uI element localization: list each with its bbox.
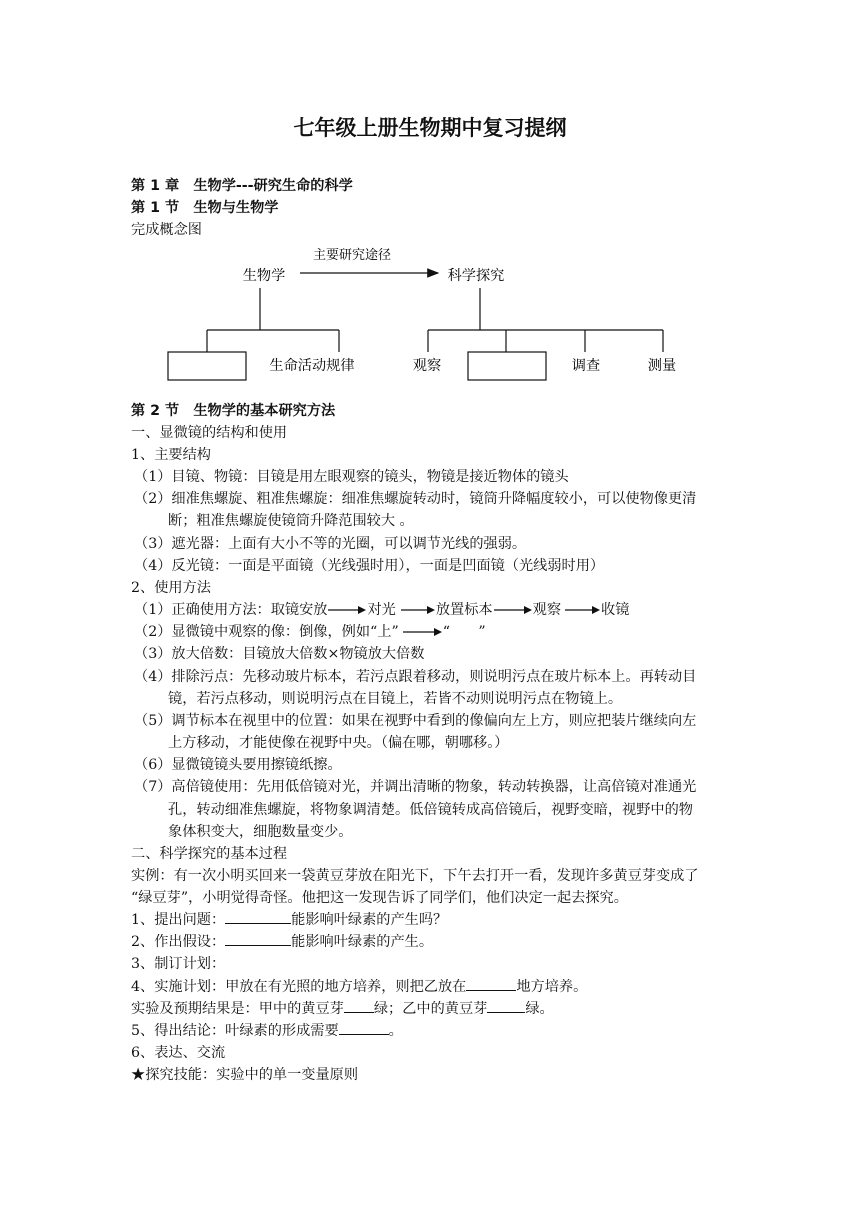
list-item: 断；粗准焦螺旋使镜筒升降范围较大 。 xyxy=(168,513,414,529)
arrow-icon xyxy=(396,605,436,615)
sub-heading-usage: 2、使用方法 xyxy=(131,580,211,596)
step-text: 。 xyxy=(388,1023,403,1039)
target-node: 科学探究 xyxy=(447,268,505,284)
arrow-label: 主要研究途径 xyxy=(312,248,392,263)
step-label: 2、作出假设： xyxy=(131,934,226,950)
example-text: 实例：有一次小明买回来一袋黄豆芽放在阳光下，下午去打开一看，发现许多黄豆芽变成了 xyxy=(131,868,699,884)
step-result xyxy=(131,998,554,1020)
arrow-icon xyxy=(327,605,367,615)
right-tree xyxy=(413,288,676,380)
image-example-line xyxy=(134,621,486,643)
blank-line xyxy=(487,998,525,1013)
usage-step: 观察 xyxy=(532,602,562,618)
step-text: 绿。 xyxy=(525,1001,554,1017)
step-implement xyxy=(131,976,587,998)
list-item: （2）细准焦螺旋、粗准焦螺旋：细准焦螺旋转动时，镜筒升降幅度较小，可以使物像更清 xyxy=(134,491,697,507)
left-child-label: 生命活动规律 xyxy=(269,358,355,374)
usage-prefix: （1）正确使用方法：取镜安放 xyxy=(134,602,328,618)
step-label: 4、实施计划：甲放在有光照的地方培养，则把乙放在 xyxy=(131,979,467,995)
list-item: 上方移动，才能使像在视野中央。（偏在哪，朝哪移。） xyxy=(168,735,509,751)
blank-line xyxy=(225,909,291,924)
step-communicate: 6、表达、交流 xyxy=(131,1045,226,1061)
concept-map-intro: 完成概念图 xyxy=(131,222,202,238)
list-item: （3）放大倍数：目镜放大倍数×物镜放大倍数 xyxy=(134,646,425,662)
right-child-observe: 观察 xyxy=(412,358,442,374)
concept-map xyxy=(0,0,860,400)
step-text: 实验及预期结果是：甲中的黄豆芽 xyxy=(131,1001,344,1017)
step-text: 绿；乙中的黄豆芽 xyxy=(373,1001,488,1017)
list-item: （4）反光镜：一面是平面镜（光线强时用），一面是凹面镜（光线弱时用） xyxy=(134,558,605,574)
section-heading-2: 第 2 节 生物学的基本研究方法 xyxy=(131,403,336,419)
skill-note: ★探究技能：实验中的单一变量原则 xyxy=(131,1067,359,1083)
step-text: 地方培养。 xyxy=(516,979,588,995)
right-child-survey: 调查 xyxy=(571,358,601,374)
arrow-icon xyxy=(399,627,443,637)
image-prefix: （2）显微镜中观察的像：倒像，例如“上” xyxy=(134,624,399,640)
step-plan: 3、制订计划： xyxy=(131,956,226,972)
usage-step: 收镜 xyxy=(601,602,630,618)
list-item: 孔，转动细准焦螺旋，将物象调清楚。低倍镜转成高倍镜后，视野变暗，视野中的物 xyxy=(168,802,693,818)
right-child-measure: 测量 xyxy=(647,358,677,374)
list-item: （7）高倍镜使用：先用低倍镜对光，并调出清晰的物象，转动转换器，让高倍镜对准通光 xyxy=(134,779,697,795)
section-heading: 第 1 节 生物与生物学 xyxy=(131,200,279,216)
step-conclusion xyxy=(131,1020,403,1042)
step-label: 5、得出结论：叶绿素的形成需要 xyxy=(131,1023,339,1039)
left-tree xyxy=(168,288,355,380)
arrow-icon xyxy=(561,605,601,615)
step-text: 能影响叶绿素的产生。 xyxy=(291,934,434,950)
usage-steps-line xyxy=(134,599,629,621)
usage-step: 放置标本 xyxy=(435,602,493,618)
root-node: 生物学 xyxy=(242,268,286,284)
part-heading-2: 二、科学探究的基本过程 xyxy=(131,846,288,862)
blank-box-left xyxy=(168,352,246,380)
sub-heading-structure: 1、主要结构 xyxy=(131,447,211,463)
step-text: 能影响叶绿素的产生吗？ xyxy=(291,912,448,928)
list-item: 象体积变大，细胞数量变少。 xyxy=(168,824,353,840)
page-title: 七年级上册生物期中复习提纲 xyxy=(293,116,567,140)
blank-line xyxy=(466,976,516,991)
blank-line xyxy=(344,998,374,1013)
list-item: （3）遮光器：上面有大小不等的光圈，可以调节光线的强弱。 xyxy=(134,536,527,552)
chapter-heading: 第 1 章 生物学---研究生命的科学 xyxy=(131,178,353,194)
list-item: （4）排除污点：先移动玻片标本，若污点跟着移动，则说明污点在玻片标本上。再转动目 xyxy=(134,669,697,685)
blank-box-right xyxy=(468,352,546,380)
step-hypothesis xyxy=(131,931,433,953)
list-item: （5）调节标本在视里中的位置：如果在视野中看到的像偏向左上方，则应把装片继续向左 xyxy=(134,713,697,729)
list-item: （1）目镜、物镜：目镜是用左眼观察的镜头，物镜是接近物体的镜头 xyxy=(134,469,569,485)
blank-line xyxy=(225,931,291,946)
example-text: “绿豆芽”，小明觉得奇怪。他把这一发现告诉了同学们，他们决定一起去探究。 xyxy=(131,890,628,906)
image-suffix: “ ” xyxy=(442,624,486,640)
step-label: 1、提出问题： xyxy=(131,912,226,928)
list-item: 镜，若污点移动，则说明污点在目镜上，若皆不动则说明污点在物镜上。 xyxy=(168,691,623,707)
usage-step: 对光 xyxy=(367,602,396,618)
part-heading-1: 一、显微镜的结构和使用 xyxy=(131,425,288,441)
list-item: （6）显微镜镜头要用擦镜纸擦。 xyxy=(134,757,342,773)
blank-line xyxy=(339,1020,389,1035)
arrow-icon xyxy=(493,605,533,615)
step-question xyxy=(131,909,447,931)
